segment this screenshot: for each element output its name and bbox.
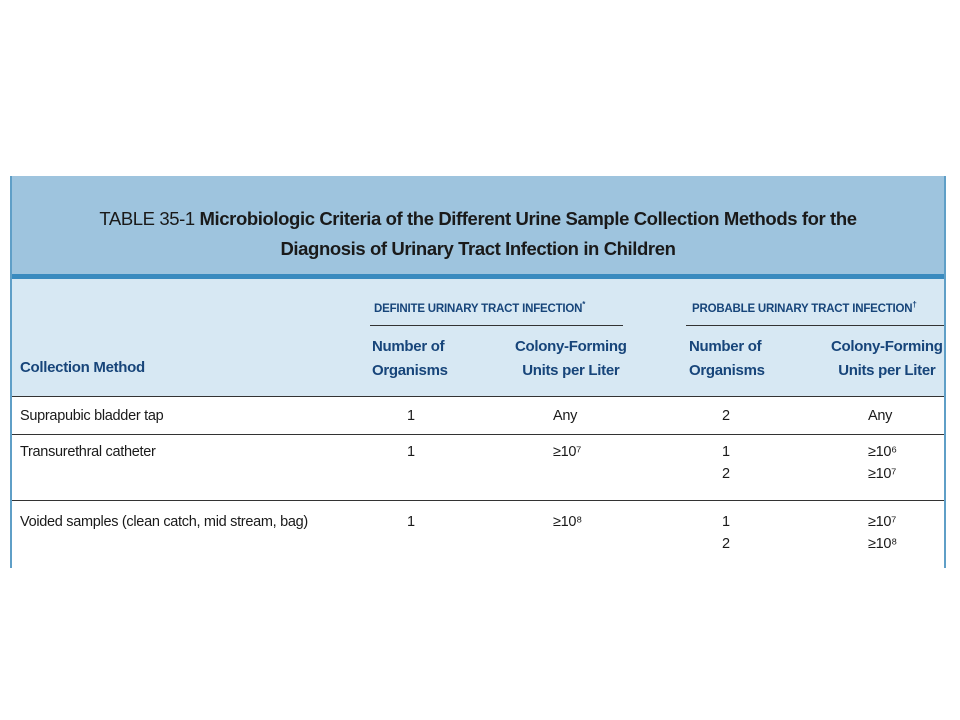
col-head-probable-number-line2: Organisms [689, 362, 765, 379]
col-head-definite-number-line1: Number of [372, 338, 445, 355]
table-title-label: TABLE 35-1 [99, 208, 195, 229]
col-head-probable-cfu-line2: Units per Liter [838, 362, 936, 379]
col-head-probable-number-line1: Number of [689, 338, 762, 355]
group-head-probable [692, 300, 917, 315]
row-method: Suprapubic bladder tap [20, 408, 164, 424]
row-probable-cfu: Any [868, 408, 893, 424]
group-head-probable-text: PROBABLE URINARY TRACT INFECTION [692, 302, 913, 315]
row-probable-number: 2 [722, 408, 730, 424]
group-rule-definite [370, 325, 623, 326]
row-probable-cfu-2: ≥10⁸ [868, 536, 898, 552]
row-probable-number [722, 511, 730, 555]
table-title-line1: Microbiologic Criteria of the Different Urine Sample Collection Methods for the [199, 208, 857, 229]
col-head-collection-method: Collection Method [20, 359, 145, 376]
table-row [12, 397, 944, 435]
row-method: Transurethral catheter [20, 444, 156, 460]
row-probable-cfu [868, 441, 897, 485]
group-head-definite [374, 300, 585, 315]
col-head-probable-cfu [831, 335, 943, 383]
col-head-definite-cfu [515, 335, 627, 383]
col-head-probable-number [689, 335, 765, 383]
row-definite-cfu: Any [553, 408, 578, 424]
row-probable-number-2: 2 [722, 536, 730, 552]
table-row [12, 501, 944, 568]
row-definite-cfu: ≥10⁸ [553, 514, 583, 530]
table-title [52, 204, 904, 264]
group-head-probable-mark: † [912, 300, 917, 309]
group-rule-probable [686, 325, 944, 326]
row-probable-number-1: 1 [722, 514, 730, 530]
col-head-definite-cfu-line2: Units per Liter [522, 362, 620, 379]
row-probable-cfu-2: ≥10⁷ [868, 466, 897, 482]
col-head-definite-number [372, 335, 448, 383]
group-head-definite-text: DEFINITE URINARY TRACT INFECTION [374, 302, 583, 315]
row-definite-number: 1 [407, 408, 415, 424]
table-row [12, 435, 944, 501]
col-head-probable-cfu-line1: Colony-Forming [831, 338, 943, 355]
row-definite-cfu: ≥10⁷ [553, 444, 582, 460]
row-probable-cfu-1: ≥10⁶ [868, 444, 897, 460]
table-title-band [12, 176, 944, 279]
row-probable-cfu [868, 511, 897, 555]
group-head-definite-mark: * [582, 300, 586, 309]
row-definite-number: 1 [407, 444, 415, 460]
table-header [12, 279, 944, 397]
row-definite-number: 1 [407, 514, 415, 530]
table-title-line2: Diagnosis of Urinary Tract Infection in Children [280, 238, 676, 259]
row-probable-number-2: 2 [722, 466, 730, 482]
row-method: Voided samples (clean catch, mid stream, bag) [20, 514, 308, 530]
col-head-definite-cfu-line1: Colony-Forming [515, 338, 627, 355]
table-35-1 [10, 176, 946, 568]
row-probable-number-1: 1 [722, 444, 730, 460]
row-probable-cfu-1: ≥10⁷ [868, 514, 897, 530]
col-head-definite-number-line2: Organisms [372, 362, 448, 379]
row-probable-number [722, 441, 730, 485]
